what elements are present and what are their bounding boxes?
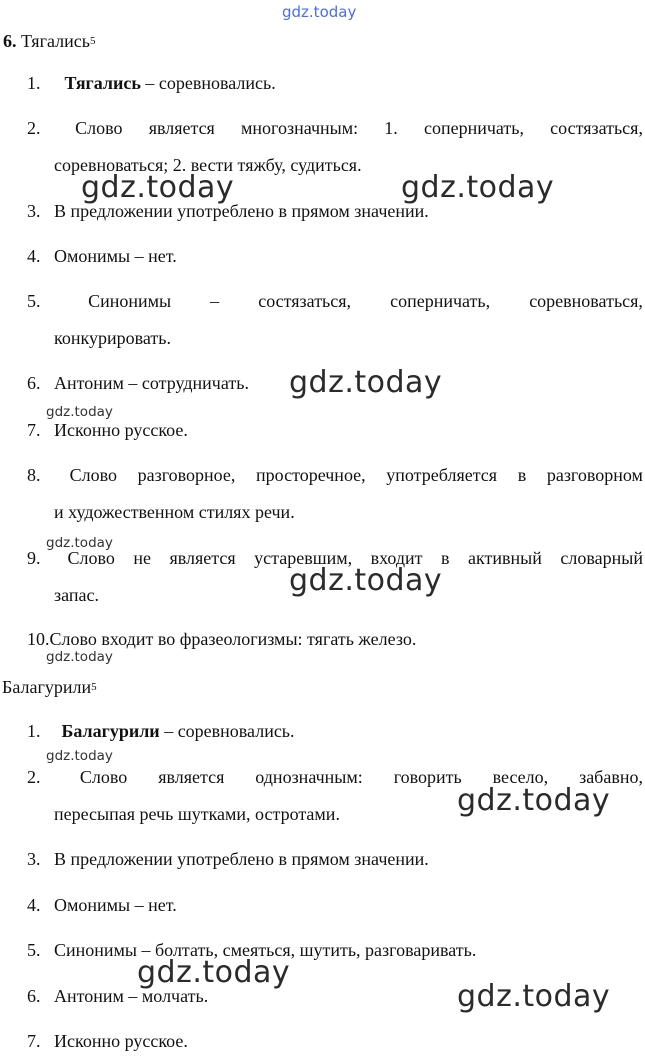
item-text: Исконно русское. [54,420,188,440]
word: устаревшим, [254,548,353,568]
item-continuation: пересыпая речь шутками, остротами. [54,804,340,824]
word: многозначным: [241,118,359,138]
list-item [27,713,643,750]
word: в [441,548,450,568]
word: соперничать, [390,291,491,311]
item-number: 9. [27,548,41,568]
word: разговорном [546,465,643,485]
word: Слово [79,767,128,787]
list-item [27,1023,643,1060]
word: просторечное, [256,465,366,485]
word: – [210,291,220,311]
word: активный [468,548,542,568]
item-number: 1. [27,721,41,741]
watermark: gdz.today [46,404,113,420]
list-item [27,238,643,275]
word: однозначным: [255,767,363,787]
item-text: – соревновались. [140,73,276,93]
word: Слово [67,548,115,568]
list-item [27,932,643,969]
word: соревноваться, [529,291,643,311]
item-text: – соревновались. [159,721,295,741]
watermark: gdz.today [457,979,611,1014]
item-continuation: соревноваться; 2. вести тяжбу, судиться. [54,155,362,175]
word: Синонимы [88,291,172,311]
item-text: Исконно русское. [54,1031,188,1051]
item-term: Балагурили [61,721,160,741]
item-number: 6. [27,373,41,393]
item-continuation: запас. [54,585,99,605]
item-text: Омонимы – нет. [54,895,177,915]
item-text: В предложении употреблено в прямом значении. [54,849,429,869]
word: является [158,767,225,787]
list-item [27,457,643,531]
item-number: 5. [27,291,41,311]
watermark: gdz.today [46,748,113,764]
item-term: Тягались [64,73,141,93]
section-heading-2 [2,676,97,701]
word: Слово [69,465,117,485]
word: состязаться, [258,291,352,311]
word: не [133,548,151,568]
item-text: Слово входит во фразеологизмы: тягать железо. [49,629,417,649]
section-sup: 5 [91,681,97,693]
item-line [27,110,643,147]
watermark-top: gdz.today [282,3,357,21]
item-text: Синонимы – болтать, смеяться, шутить, разговаривать. [54,940,477,960]
item-text: Антоним – молчать. [54,986,209,1006]
section-sup: 5 [89,35,96,47]
section-number: 6. [3,31,17,51]
list-item [27,841,643,878]
list-item [27,621,643,658]
list-item [27,283,643,357]
word: словарный [560,548,643,568]
word: входит [370,548,423,568]
list-item [27,65,643,102]
word: забавно, [579,767,643,787]
item-number: 4. [27,246,41,266]
item-number: 7. [27,1031,41,1051]
watermark: gdz.today [46,535,113,551]
item-number: 4. [27,895,41,915]
section-heading-1 [3,30,95,55]
item-number: 1. [27,73,41,93]
word: говорить [393,767,462,787]
section-title: Тягались [21,31,90,51]
word: 1. [384,118,398,138]
word: весело, [492,767,549,787]
item-number: 6. [27,986,41,1006]
item-number: 7. [27,420,41,440]
watermark: gdz.today [457,783,611,818]
item-number: 3. [27,201,41,221]
word: разговорное, [137,465,236,485]
watermark: gdz.today [401,170,555,205]
item-number: 3. [27,849,41,869]
word: является [169,548,236,568]
item-line [27,457,643,494]
item-text: В предложении употреблено в прямом значении. [54,201,429,221]
list-item [27,412,643,449]
word: соперничать, [423,118,524,138]
item-number: 8. [27,465,41,485]
watermark: gdz.today [46,649,113,665]
watermark: gdz.today [137,955,291,990]
item-continuation: конкурировать. [54,328,171,348]
item-line [27,283,643,320]
word: Слово [75,118,123,138]
watermark: gdz.today [289,365,443,400]
item-text: Антоним – сотрудничать. [54,373,249,393]
item-text: Омонимы – нет. [54,246,177,266]
word: состязаться, [550,118,643,138]
section-title: Балагурили [2,677,92,697]
item-number: 10. [27,629,50,649]
list-item [27,887,643,924]
item-continuation: и художественном стилях речи. [54,502,295,522]
word: употребляется [386,465,498,485]
word: является [148,118,215,138]
watermark: gdz.today [81,170,235,205]
item-number: 5. [27,940,41,960]
word: в [517,465,527,485]
watermark: gdz.today [289,563,443,598]
item-number: 2. [27,767,41,787]
item-number: 2. [27,118,41,138]
